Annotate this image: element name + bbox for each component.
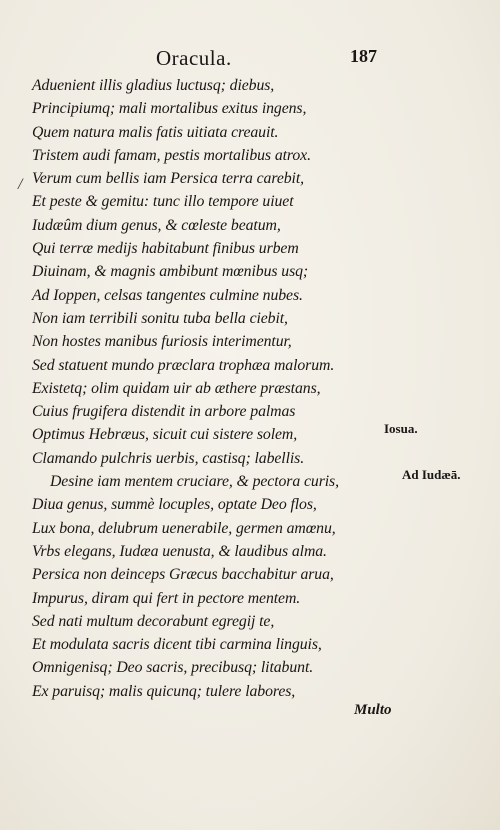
verse-line: Non iam terribili sonitu tuba bella ciebit, <box>32 309 288 327</box>
verse-line: Existetq; olim quidam uir ab æthere præstans, <box>32 379 321 397</box>
verse-line: Verum cum bellis iam Persica terra carebit, <box>32 170 304 188</box>
verse-line: Cuius frugifera distendit in arbore palmas <box>32 403 296 421</box>
verse-line: Qui terræ medijs habitabunt finibus urbem <box>32 240 299 258</box>
verse-line: Lux bona, delubrum uenerabile, germen amœnu, <box>32 519 336 537</box>
verse-line: Persica non deinceps Græcus bacchabitur arua, <box>32 566 334 584</box>
verse-line: Principiumq; mali mortalibus exitus ingens, <box>32 100 307 118</box>
verse-line: Omnigenisq; Deo sacris, precibusq; litabunt. <box>32 659 314 677</box>
verse-line: Ex paruisq; malis quicunq; tulere labores, <box>32 682 296 700</box>
verse-line: Sed statuent mundo præclara trophæa malorum. <box>32 356 335 374</box>
marginal-gloss-ad-iudaeam: Ad Iudæā. <box>402 467 461 482</box>
verse-line: Diua genus, summè locuples, optate Deo flos, <box>32 496 317 514</box>
verse-line: Sed nati multum decorabunt egregij te, <box>32 612 275 630</box>
verse-line: Iudæûm dium genus, & cœleste beatum, <box>32 216 281 234</box>
verse-line: Vrbs elegans, Iudæa uenusta, & laudibus alma. <box>32 542 327 560</box>
verse-text <box>32 74 402 703</box>
verse-line: Et modulata sacris dicent tibi carmina linguis, <box>32 636 322 654</box>
verse-line: Diuinam, & magnis ambibunt mœnibus usq; <box>32 263 309 281</box>
verse-line: Aduenient illis gladius luctusq; diebus, <box>32 77 275 94</box>
catchword: Multo <box>354 702 392 718</box>
verse-line: Quem natura malis fatis uitiata creauit. <box>32 123 279 141</box>
page-number: 187 <box>350 46 377 66</box>
marginal-gloss-iosua: Iosua. <box>384 421 418 436</box>
verse-line: Et peste & gemitu: tunc illo tempore uiuet <box>32 193 294 211</box>
verse-line: Tristem audi famam, pestis mortalibus atrox. <box>32 146 311 164</box>
margin-mark: / <box>18 176 23 193</box>
verse-line: Desine iam mentem cruciare, & pectora curis, <box>50 473 339 491</box>
verse-line: Impurus, diram qui fert in pectore mentem. <box>32 589 301 607</box>
verse-line: Non hostes manibus furiosis interimentur, <box>32 333 292 351</box>
verse-line: Optimus Hebræus, sicuit cui sistere solem, <box>32 426 298 444</box>
verse-line: Ad Ioppen, celsas tangentes culmine nubes. <box>32 286 303 304</box>
verse-line: Clamando pulchris uerbis, castisq; labellis. <box>32 449 305 467</box>
page-header <box>0 46 500 72</box>
running-title: Oracula. <box>156 46 232 70</box>
